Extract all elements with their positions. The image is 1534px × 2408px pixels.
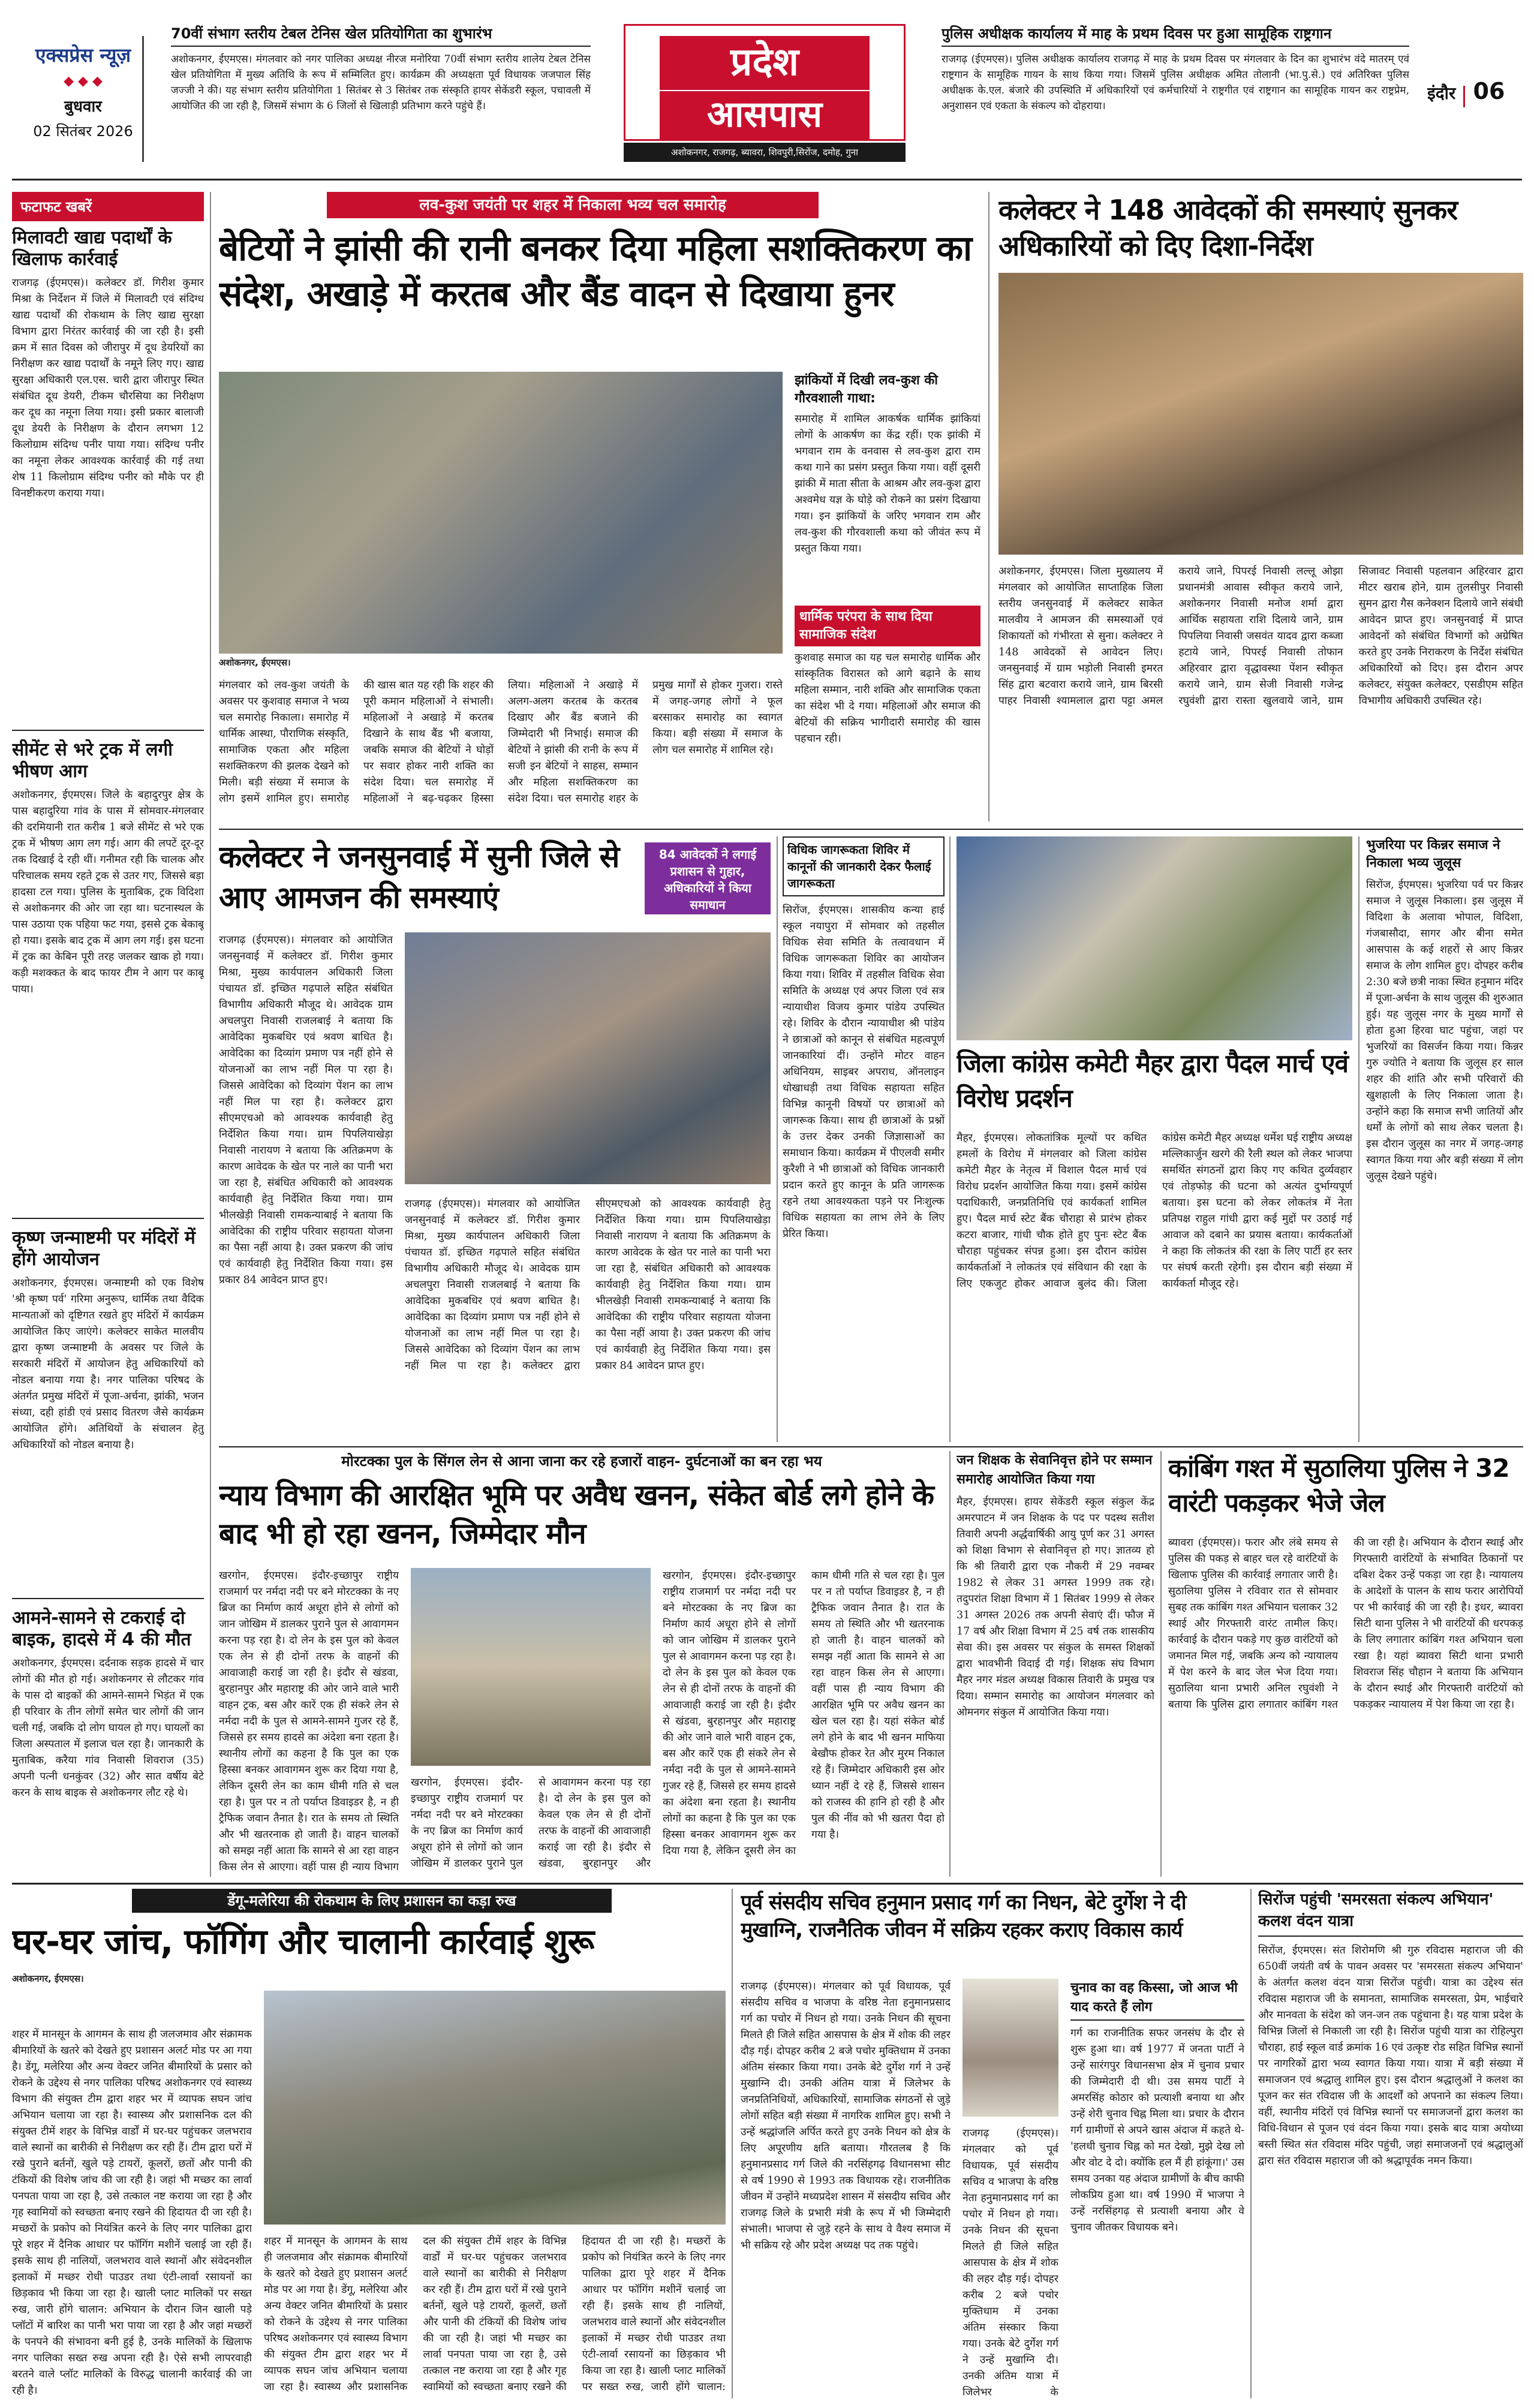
teacher-divider (1160, 1451, 1162, 1877)
lead-box-2-body: कुशवाह समाज का यह चल समारोह धार्मिक और सांस्कृतिक विरासत को आगे बढ़ाने के साथ महिला सम्मान, नारी शक्ति और सामाजिक एकता का संदेश भी दे गया। महिलाओं और समाज की बेटियों की सक्रिय भागीदारी समारोह की खास पहचान रही। (795, 652, 980, 745)
sidebar-item (12, 227, 204, 731)
page-divider (1463, 86, 1465, 107)
collector-photo (405, 932, 771, 1184)
obituary-box (1070, 1979, 1244, 2398)
sironj-body: सिरोंज, ईएमएस। संत शिरोमणि श्री गुरु रविदास महाराज जी की 650वीं जयंती वर्ष के पावन अवसर पर 'समरसता संकल्प अभियान' के अंतर्गत कलश वंदन यात्रा सिरोंज पहुंची। यात्रा का उद्देश्य संत रविदास महाराज जी के समानता, सामाजिक समरसता, प्रेम, भाईचारे और मानवता के संदेश को जन-जन तक पहुंचाना है। यह यात्रा प्रदेश के विभिन्न जिलों से निकाली जा रही है। सिरोंज पहुंची यात्रा का रोहिल्पुरा चौराहा, हाई स्कूल वार्ड क्रमांक 16 एवं उत्कृष्ट रोड सहित विभिन्न स्थानों पर नागरिकों द्वारा भव्य स्वागत किया गया। यात्रा में बड़ी संख्या में समाजजन एवं श्रद्धालु शामिल हुए। इस दौरान श्रद्धालुओं ने कलश का पूजन कर संत रविदास जी के आदर्शों को अपनाने का संकल्प लिया। वहीं, स्थानीय मंदिरों एवं विभिन्न स्थानों पर समाजजनों द्वारा कलश का विधि-विधान से पूजन एवं वंदन किया गया। इसके बाद यात्रा अयोध्या बस्ती स्थित संत रविदास मंदिर पहुंची, जहां समाजजनों एवं श्रद्धालुओं द्वारा संत रविदास महाराज जी को श्रद्धापूर्वक नमन किया। (1258, 1945, 1523, 2167)
obituary-box-head: चुनाव का वह किस्सा, जो आज भी याद करते हैं लोग (1070, 1979, 1244, 2021)
collector-body-left (219, 932, 393, 1424)
dengue-kicker: डेंगू-मलेरिया की रोकथाम के लिए प्रशासन का कड़ा रुख (132, 1889, 612, 1913)
date-label: 02 सितंबर 2026 (33, 123, 133, 140)
paper-name-box (24, 36, 144, 162)
right-top-headline: कलेक्टर ने 148 आवेदकों की समस्याएं सुनकर अधिकारियों को दिए दिशा-निर्देश (998, 194, 1458, 262)
teacher-headline: जन शिक्षक के सेवानिवृत्त होने पर सम्मान समारोह आयोजित किया गया (957, 1453, 1153, 1487)
section-title-top: प्रदेश (660, 36, 870, 90)
obituary-body-left (741, 1979, 951, 2398)
obituary-portrait (962, 1979, 1058, 2117)
sidebar-item-headline: आमने-सामने से टकराई दो बाइक, हादसे में 4 की मौत (12, 1608, 191, 1650)
row1-rule (219, 829, 1523, 830)
dengue-photo-caption: अशोकनगर, ईएमएस। (12, 1973, 84, 1984)
sidebar-item-body: अशोकनगर, ईएमएस। जन्माष्टमी को एक विशेष 'श्री कृष्ण पर्व' गरिमा अनुरूप, धार्मिक तथा वैदिक मान्यताओं को दृष्टिगत रखते हुए मंदिरों में कार्यक्रम आयोजित किए जाएंगे। कलेक्टर साकेत मालवीय द्वारा कृष्ण जन्माष्टमी के अवसर पर जिले के सरकारी मंदिरों में आयोजन हेतु अधिकारियों को नोडल बनाया गया है। नगर पालिका परिषद के अंतर्गत प्रमुख मंदिरों में पूजा-अर्चना, झांकी, भजन संध्या, दही हांडी एवं प्रसाद वितरण जैसे कार्यक्रम आयोजित होंगे। अतिथियों के संचालन हेतु अधिकारियों को नोडल बनाया है। (12, 1277, 204, 1451)
collector-story (219, 836, 771, 1442)
collector-body-cont: राजगढ़ (ईएमएस)। मंगलवार को आयोजित जनसुनवाई में कलेक्टर डॉ. गिरीश कुमार मिश्रा, मुख्य कार्यपालन अधिकारी जिला पंचायत डॉ. इच्छित गढ़पाले सहित संबंधित विभागीय अधिकारी मौजूद थे। आवेदक ग्राम अचलपुरा निवासी राजलबाई ने बताया कि आवेदिका मुकबधिर एवं श्रवण बाधित है। आवेदिका का दिव्यांग प्रमाण पत्र नहीं होने से योजनाओं का लाभ नहीं मिल पा रहा है। जिससे आवेदिका को दिव्यांग पेंशन का लाभ नहीं मिल पा रहा है। कलेक्टर द्वारा सीएमएचओ को आवश्यक कार्यवाही हेतु निर्देशित किया गया। ग्राम पिपलियाखेड़ा निवासी नारायण ने बताया कि अतिक्रमण के कारण आवेदक के खेत पर नाले का पानी भरा जा रहा है, संबंधित अधिकारी को आवश्यक कार्यवाही हेतु निर्देशित किया गया। ग्राम भीलखेड़ी निवासी रामकन्याबाई ने बताया कि आवेदिका की राष्ट्रीय परिवार सहायता योजना का पैसा नहीं आया है। उक्त प्रकरण की जांच एवं कार्यवाही हेतु निर्देशित किया गया। इस प्रकार 84 आवेदन प्राप्त हुए। (405, 1198, 771, 1372)
sidebar-label: फटाफट खबरें (12, 192, 204, 221)
sidebar-item-headline: कृष्ण जन्माष्टमी पर मंदिरों में होंगे आयोजन (12, 1227, 195, 1270)
row2-rule (219, 1446, 1523, 1447)
lead-box-1 (795, 372, 980, 600)
mining-story (219, 1451, 945, 1877)
top-right-headline: पुलिस अधीक्षक कार्यालय में माह के प्रथम दिवस पर हुआ सामूहिक राष्ट्रगान (942, 24, 1409, 47)
sironj-headline: सिरोंज पहुंची 'समरसता संकल्प अभियान' कलश वंदन यात्रा (1258, 1889, 1523, 1937)
right-top-photo (998, 273, 1523, 555)
mining-body-lower (411, 1775, 651, 1877)
congress-headline: जिला कांग्रेस कमेटी मैहर द्वारा पैदल मार्च एवं विरोध प्रदर्शन (957, 1049, 1348, 1113)
congress-photo (957, 836, 1352, 1040)
combing-body: ब्यावरा (ईएमएस)। फरार और लंबे समय से पुलिस की पकड़ से बाहर चल रहे वारंटियों के खिलाफ पुलिस की कार्रवाई लगातार जारी है। सुठालिया पुलिस ने रविवार रात से सोमवार सुबह तक कांबिंग गश्त अभियान चलाकर 32 स्थाई और गिरफ्तारी वारंट तामील किए। कार्रवाई के दौरान पकड़े गए कुछ वारंटियों को जमानत मिल गई, जबकि अन्य को न्यायालय में पेश करने के बाद जेल भेज दिया गया। सुठालिया थाना प्रभारी अनिल रघुवंशी ने बताया कि पुलिस द्वारा लगातार कांबिंग गश्त की जा रही है। अभियान के दौरान स्थाई और गिरफ्तारी वारंटियों के संभावित ठिकानों पर दबिश देकर उन्हें पकड़ा जा रहा है। न्यायालय के आदेशों के पालन के साथ फरार आरोपियों पर भी कार्रवाई की जा रही है। इधर, ब्यावरा सिटी थाना पुलिस ने भी वारंटियों की धरपकड़ के लिए लगातार कांबिंग गश्त अभियान चला रखा है। यहां ब्यावरा सिटी थाना प्रभारी शिवराज सिंह चौहान ने बताया कि अभियान के दौरान स्थाई और गिरफ्तारी वारंटियों को पकड़कर न्यायालय में पेश किया जा रहा है। (1168, 1537, 1523, 1711)
obituary-divider (1250, 1889, 1252, 2398)
sidebar-item-headline: मिलावटी खाद्य पदार्थों के खिलाफ कार्रवाई (12, 227, 172, 270)
dengue-story (12, 1889, 726, 2398)
collector-body: राजगढ़ (ईएमएस)। मंगलवार को आयोजित जनसुनवाई में कलेक्टर डॉ. गिरीश कुमार मिश्रा, मुख्य कार्यपालन अधिकारी जिला पंचायत डॉ. इच्छित गढ़पाले सहित संबंधित विभागीय अधिकारी मौजूद थे। आवेदक ग्राम अचलपुरा निवासी राजलबाई ने बताया कि आवेदिका मुकबधिर एवं श्रवण बाधित है। आवेदिका का दिव्यांग प्रमाण पत्र नहीं होने से योजनाओं का लाभ नहीं मिल पा रहा है। जिससे आवेदिका को दिव्यांग पेंशन का लाभ नहीं मिल पा रहा है। कलेक्टर द्वारा सीएमएचओ को आवश्यक कार्यवाही हेतु निर्देशित किया गया। ग्राम पिपलियाखेड़ा निवासी नारायण ने बताया कि अतिक्रमण के कारण आवेदक के खेत पर नाले का पानी भरा जा रहा है, संबंधित अधिकारी को आवश्यक कार्यवाही हेतु निर्देशित किया गया। ग्राम भीलखेड़ी निवासी रामकन्याबाई ने बताया कि आवेदिका की राष्ट्रीय परिवार सहायता योजना का पैसा नहीं आया है। उक्त प्रकरण की जांच एवं कार्यवाही हेतु निर्देशित किया गया। इस प्रकार 84 आवेदन प्राप्त हुए। (219, 934, 393, 1286)
lead-body: मंगलवार को लव-कुश जयंती के अवसर पर कुशवाह समाज ने भव्य चल समारोह निकाला। समारोह में धार्मिक आस्था, पौराणिक संस्कृति, सामाजिक एकता और महिला सशक्तिकरण की झलक देखने को मिली। बड़ी संख्या में समाज के लोग इसमें शामिल हुए। समारोह की खास बात यह रही कि शहर की पूरी कमान महिलाओं ने संभाली। महिलाओं ने अखाड़े में करतब दिखाने के साथ बैंड भी बजाया, जबकि समाज की बेटियों ने घोड़ों पर सवार होकर नारी शक्ति का संदेश दिया। चल समारोह में महिलाओं ने बढ़-चढ़कर हिस्सा लिया। महिलाओं ने अखाड़े में अलग-अलग करतब के करतब दिखाए और बैंड बजाने की जिम्मेदारी भी निभाई। समाज की बेटियों ने झांसी की रानी के रूप में सजी इन बेटियों ने साहस, सम्मान और महिला सशक्तिकरण का संदेश दिया। चल समारोह शहर के प्रमुख मार्गों से होकर गुजरा। रास्ते में जगह-जगह लोगों ने फूल बरसाकर समारोह का स्वागत किया। बड़ी संख्या में समाज के लोग चल समारोह में शामिल रहे। (219, 679, 783, 805)
kinnar-body: सिरोंज, ईएमएस। भुजरिया पर्व पर किन्नर समाज ने जुलूस निकाला। इस जुलूस में विदिशा के अलावा भोपाल, विदिशा, गंजबासौदा, सागर और बीना समेत आसपास के कई शहरों से आए किन्नर समाज के लोग शामिल हुए। दोपहर करीब 2:30 बजे छत्री नाका स्थित हनुमान मंदिर में पूजा-अर्चना के साथ जुलूस की शुरुआत हुई। यह जुलूस नगर के मुख्य मार्गों से होता हुआ हिरवा घाट पहुंचा, जहां पर भुजरियों का विसर्जन किया गया। किन्नर गुरु ज्योति ने बताया कि जुलूस हर साल शहर की शांति और सभी परिवारों की खुशहाली के लिए निकाला जाता है। उन्होंने कहा कि समाज सभी जातियों और धर्मों के लोगों को साथ लेकर चलता है। इस दौरान जुलूस का नगर में जगह-जगह स्वागत किया गया और बड़ी संख्या में लोग जुलूस देखने पहुंचे। (1366, 879, 1523, 1182)
right-top-story (998, 192, 1523, 821)
legal-headline: विधिक जागरूकता शिविर में कानूनों की जानकारी देकर फैलाई जागरूकता (783, 836, 945, 896)
sidebar-item (12, 739, 204, 1219)
section-nameplate (624, 24, 906, 162)
lead-box-2-head: धार्मिक परंपरा के साथ दिया सामाजिक संदेश (795, 606, 980, 646)
mining-body-right (663, 1568, 945, 1877)
lead-box-1-body: समारोह में शामिल आकर्षक धार्मिक झांकियां लोगों के आकर्षण का केंद्र रहीं। एक झांकी में भगवान राम के वनवास से लव-कुश द्वारा राम कथा गाने का प्रसंग प्रस्तुत किया गया। वहीं दूसरी झांकी में माता सीता के आश्रम और लव-कुश द्वारा अश्वमेध यज्ञ के घोड़े को रोकने का प्रसंग दिखाया गया। इन झांकियों के जरिए भगवान राम और लव-कुश की गौरवशाली कथा को जीवंत रूप में प्रस्तुत किया गया। (795, 413, 980, 555)
dengue-divider (732, 1889, 733, 2398)
section-cities: अशोकनगर, राजगढ़, ब्यावरा, शिवपुरी,सिरोंज, दमोह, गुना (624, 143, 906, 162)
mining-body-cont2: खरगोन, ईएमएस। इंदौर-इच्छापुर राष्ट्रीय राजमार्ग पर नर्मदा नदी पर बने मोरटक्का के नए ब्रिज का निर्माण कार्य अधूरा होने से लोगों को जान जोखिम में डालकर पुराने पुल से आवागमन करना पड़ रहा है। दो लेन के इस पुल को केवल एक लेन से ही दोनों तरफ के वाहनों की आवाजाही कराई जा रही है। इंदौर से खंडवा, बुरहानपुर और महाराष्ट्र की ओर जाने वाले भारी वाहन ट्रक, बस और कारें एक ही संकरे लेन से नर्मदा नदी के पुल से आमने-सामने गुजर रहे हैं, जिससे हर समय हादसे का अंदेशा बना रहता है। स्थानीय लोगों का कहना है कि पुल का एक हिस्सा बनकर आवागमन शुरू कर दिया गया है, लेकिन दूसरी लेन का काम धीमी गति से चल रहा है। पुल पर न तो पर्याप्त डिवाइडर है, न ही ट्रैफिक जवान तैनात है। रात के समय तो स्थिति और भी खतरनाक हो जाती है। वाहन चालकों को समझ नहीं आता कि सामने से आ रहा वाहन किस लेन से आएगा। वहीं पास ही न्याय विभाग की आरक्षित भूमि पर अवैध खनन का खेल चल रहा है। यहां संकेत बोर्ड लगे होने के बाद भी खनन माफिया बेखौफ होकर रेत और मुरम निकाल रहे हैं। जिम्मेदार अधिकारी इस ओर ध्यान नहीं दे रहे हैं, जिससे शासन को राजस्व की हानि हो रही है और पुल की नींव को भी खतरा पैदा हो गया है। (663, 1570, 945, 1857)
mining-body-col1 (219, 1568, 399, 1877)
diamond-ornament: ◆ ◆ ◆ (64, 74, 103, 89)
collector-body-lower (405, 1196, 771, 1424)
masthead (0, 0, 1534, 180)
section-title-bottom: आसपास (660, 91, 870, 139)
mining-headline: न्याय विभाग की आरक्षित भूमि पर अवैध खनन, संकेत बोर्ड लगे होने के बाद भी हो रहा खनन, जिम्मेदार मौन (219, 1479, 934, 1551)
sidebar-divider (210, 192, 211, 1877)
sidebar-item-body: अशोकनगर, ईएमएस। दर्दनाक सड़क हादसे में चार लोगों की मौत हो गई। अशोकनगर से लौटकर गांव के पास दो बाइकों की आमने-सामने भिड़ंत में एक ही परिवार के तीन लोगों समेत चार लोगों की जान चली गई, जबकि दो लोग घायल हो गए। घायलों का जिला अस्पताल में इलाज चल रहा है। जानकारी के मुताबिक, करैया गांव निवासी शिवराज (35) अपनी पत्नी धनकुंवर (32) और सात वर्षीय बेटे करन के साथ बाइक से अशोकनगर लौट रहे थे। (12, 1657, 204, 1799)
top-left-story (171, 24, 591, 168)
collector-headline: कलेक्टर ने जनसुनवाई में सुनी जिले से आए आमजन की समस्याएं (219, 839, 619, 915)
congress-story (957, 836, 1352, 1442)
top-right-story (942, 24, 1409, 168)
paper-name: एक्सप्रेस न्यूज़ (35, 44, 131, 67)
page-number-box (1427, 78, 1523, 114)
obituary-body-mid (962, 2126, 1058, 2398)
dengue-photo (264, 1991, 726, 2225)
obituary-story (741, 1889, 1244, 2398)
sidebar (12, 192, 204, 1877)
row3-rule (12, 1883, 1523, 1885)
city-label: इंदौर (1427, 83, 1456, 103)
dengue-headline: घर-घर जांच, फॉगिंग और चालानी कार्रवाई शुरू (12, 1921, 594, 1962)
teacher-body: मैहर, ईएमएस। हायर सेकेंडरी स्कूल संकुल केंद्र अमरपाटन में जन शिक्षक के पद पर पदस्थ सतीश तिवारी अपनी अर्द्धवार्षिकी आयु पूर्ण कर 31 अगस्त को शिक्षा विभाग से सेवानिवृत्त हो गए। ज्ञातव्य हो कि श्री तिवारी द्वारा एक नौकरी में 29 नवम्बर 1982 से लेकर 31 अगस्त 1999 तक रहे। तदुपरांत शिक्षा विभाग में 1 सितंबर 1999 से लेकर 31 अगस्त 2026 तक अपनी सेवाएं दीं। फौज में 17 वर्ष और शिक्षा विभाग में 25 वर्ष तक शासकीय सेवा की। इस अवसर पर संकुल के समस्त शिक्षकों द्वारा भावभीनी विदाई दी गई। शिक्षक संघ विभाग मैहर नगर मंडल अध्यक्ष विकास तिवारी के प्रमुख पत्र दिया। सम्मान समारोह का आयोजन मंगलवार को ओमनगर संकुल में आयोजित किया गया। (957, 1496, 1154, 1718)
collector-divider (777, 836, 778, 1442)
top-left-body: अशोकनगर, ईएमएस। मंगलवार को नगर पालिका अध्यक्ष नीरज मनोरिया 70वीं संभाग स्तरीय शालेय टेबल टेनिस खेल प्रतियोगिता में मुख्य अतिथि के रूप में सम्मिलित हुए। कार्यक्रम की अध्यक्षता पूर्व विधायक जजपाल सिंह जज्जी ने की। यह संभाग स्तरीय प्रतियोगिता 1 सितंबर से 3 सितंबर तक संस्कृति हायर सेकेंडरी स्कूल, पचावली में आयोजित की जा रही है, जिसमें संभाग के 6 जिलों से खिलाड़ी प्रतिभाग करने पहुंचे हैं। (171, 53, 591, 112)
kinnar-story (1366, 836, 1523, 1442)
teacher-story (957, 1451, 1154, 1877)
lead-headline: बेटियों ने झांसी की रानी बनकर दिया महिला सशक्तिकरण का संदेश, अखाड़े में करतब और बैंड वादन से दिखाया हुनर (219, 228, 972, 314)
combing-headline: कांबिंग गश्त में सुठालिया पुलिस ने 32 वारंटी पकड़कर भेजे जेल (1168, 1453, 1509, 1518)
top-right-body: राजगढ़ (ईएमएस)। पुलिस अधीक्षक कार्यालय राजगढ़ में माह के प्रथम दिवस पर मंगलवार के दिन का शुभारंभ वंदे मातरम् एवं राष्ट्रगान के सामूहिक गायन के साथ किया गया। जिसमें पुलिस अधीक्षक अमित तोलानी (भा.पु.से.) एवं अतिरिक्त पुलिस अधीक्षक के.एल. बंजारे की उपस्थिति में अधिकारियों एवं कर्मचारियों ने राष्ट्रगीत एवं राष्ट्रगान का सामूहिक गायन कर राष्ट्रप्रेम, अनुशासन एवं एकता के संकल्प को दोहराया। (942, 53, 1409, 112)
right-top-body: अशोकनगर, ईएमएस। जिला मुख्यालय में मंगलवार को आयोजित साप्ताहिक जिला स्तरीय जनसुनवाई में कलेक्टर साकेत मालवीय ने आमजन की समस्याओं एवं शिकायतों को गंभीरता से सुना। कलेक्टर ने 148 आवेदकों से आवेदन लिए। जनसुनवाई में ग्राम भड़ोली निवासी इमरत सिंह द्वारा बटवारा कराये जाने, ग्राम बिरसी पाहर निवासी श्यामलाल द्वारा पट्टा अमल कराये जाने, पिपरई निवासी लल्लू ओझा प्रधानमंत्री आवास स्वीकृत कराये जाने, अशोकनगर निवासी मनोज शर्मा द्वारा आर्थिक सहायता राशि दिलाये जाने, ग्राम पिपलिया निवासी जसवंत यादव द्वारा कब्जा हटाये जाने, पिपरई निवासी तोफान अहिरवार द्वारा वृद्धावस्था पेंशन स्वीकृत कराये जाने, ग्राम सेजी निवासी गजेन्द्र रघुवंशी द्वारा रास्ता खुलवाये जाने, ग्राम सिजावट निवासी पहलवान अहिरवार द्वारा मीटर खराब होने, ग्राम तुलसीपुर निवासी सुमन द्वारा गैस कनेक्शन दिलाये जाने संबंधी आवेदन प्राप्त हुए। जनसुनवाई में प्राप्त आवेदनों को संबंधित विभागों को अग्रेषित करते हुए उनके निराकरण के निर्देश संबंधित अधिकारियों को दिए। इस दौरान अपर कलेक्टर, संयुक्त कलेक्टर, एसडीएम सहित विभागीय अधिकारी उपस्थित रहे। (998, 565, 1523, 707)
top-left-headline: 70वीं संभाग स्तरीय टेबल टेनिस खेल प्रतियोगिता का शुभारंभ (171, 24, 591, 47)
day-label: बुधवार (64, 98, 102, 116)
sidebar-item-body: राजगढ़ (ईएमएस)। कलेक्टर डॉ. गिरीश कुमार मिश्रा के निर्देशन में जिले में मिलावटी एवं संदिग्ध खाद्य पदार्थों की रोकथाम के लिए खाद्य सुरक्षा विभाग द्वारा निरंतर कार्रवाई की जा रही है। इसी क्रम में सात दिवस को जीरापुर में दूध डेयरियों का निरीक्षण कर खाद्य पदार्थों के नमूने लिए गए। खाद्य सुरक्षा अधिकारी एल.एस. चारी द्वारा जीरापुर स्थित संबंधित दूध डेयरी, टीकम चौरसिया का निरीक्षण कर दूध का नमूना लिया गया। इसी प्रकार बालाजी दूध डेयरी के निरीक्षण के दौरान लगभग 12 किलोग्राम संदिग्ध पनीर पाया गया। संदिग्ध पनीर का नमूना लेकर आवश्यक कार्रवाई की गई तथा शेष 11 किलोग्राम संदिग्ध पनीर को मौके पर ही विनष्टीकरण कराया गया। (12, 277, 204, 499)
mining-kicker: मोरटक्का पुल के सिंगल लेन से आना जाना कर रहे हजारों वाहन- दुर्घटनाओं का बन रहा भय (341, 1453, 822, 1470)
mining-photo (411, 1568, 651, 1766)
dengue-body: शहर में मानसून के आगमन के साथ ही जलजमाव और संक्रामक बीमारियों के खतरे को देखते हुए प्रशासन अलर्ट मोड पर आ गया है। डेंगू, मलेरिया और अन्य वेक्टर जनित बीमारियों के प्रसार को रोकने के उद्देश्य से नगर पालिका परिषद अशोकनगर एवं स्वास्थ्य विभाग की संयुक्त टीम द्वारा शहर भर में व्यापक सघन जांच अभियान चलाया जा रहा है। स्वास्थ्य और प्रशासनिक दल की संयुक्त टीमें शहर के विभिन्न वार्डों में घर-घर पहुंचकर जलभराव वाले स्थानों का बारीकी से निरीक्षण कर रही हैं। टीम द्वारा घरों में रखे पुराने बर्तनों, खुले पड़े टायरों, कूलरों, छतों और पानी की टंकियों की विशेष जांच की जा रही है। जहां भी मच्छर का लार्वा पनपता पाया जा रहा है, उसे तत्काल नष्ट कराया जा रहा है और गृह स्वामियों को स्वच्छता बनाए रखने की हिदायत दी जा रही है। मच्छरों के प्रकोप को नियंत्रित करने के लिए नगर पालिका द्वारा पूरे शहर में दैनिक आधार पर फॉगिंग मशीनें चलाई जा रही हैं। इसके साथ ही नालियों, जलभराव वाले स्थानों और संवेदनशील इलाकों में मच्छर रोधी पाउडर तथा एंटी-लार्वा रसायनों का छिड़काव भी किया जा रहा है। खाली प्लाट मालिकों पर सख्त रुख, जारी होंगे चालान: अभियान के दौरान जिन खाली पड़े प्लॉटों में बारिश का पानी भरा पाया जा रहा है और जहां मच्छरों के पनपने की संभावना बनी हुई है, उनके मालिकों के खिलाफ नगर पालिका सख्त रुख अपना रही है। ऐसे सभी लापरवाही बरतने वाले प्लॉट मालिकों के विरुद्ध चालानी कार्रवाई की जा रही है। (12, 2028, 252, 2397)
congress-body: मैहर, ईएमएस। लोकतांत्रिक मूल्यों पर कथित हमलों के विरोध में मंगलवार को जिला कांग्रेस कमेटी मैहर के नेतृत्व में विशाल पैदल मार्च एवं विरोध प्रदर्शन आयोजित किया गया। इसमें कांग्रेस पदाधिकारी, जनप्रतिनिधि एवं कार्यकर्ता शामिल हुए। पैदल मार्च स्टेट बैंक चौराहा से प्रारंभ होकर कटरा बाजार, गांधी चौक होते हुए पुनः स्टेट बैंक चौराहा पहुंचकर संपन्न हुआ। इस दौरान कांग्रेस कार्यकर्ताओं ने लोकतंत्र एवं संविधान की रक्षा के लिए एकजुट होकर आवाज बुलंद की। जिला कांग्रेस कमेटी मैहर अध्यक्ष धर्मेश घई राष्ट्रीय अध्यक्ष मल्लिकार्जुन खरगे की रैली स्थल को लेकर भाजपा समर्थित संगठनों द्वारा किए गए कथित दुर्व्यवहार एवं तोड़फोड़ की घटना को अत्यंत दुर्भाग्यपूर्ण बताया। इस घटना को लेकर लोकतंत्र में नेता प्रतिपक्ष राहुल गांधी द्वारा कई मुद्दों पर उठाई गई आवाज को दबाने का प्रयास बताया। कार्यकर्ताओं ने कहा कि लोकतंत्र की रक्षा के लिए पार्टी हर स्तर पर संघर्ष करती रहेगी। इस दौरान बड़ी संख्या में कार्यकर्ता मौजूद रहे। (957, 1132, 1352, 1290)
sidebar-item (12, 1608, 204, 1877)
legal-story (783, 836, 945, 1442)
obituary-body-cont: राजगढ़ (ईएमएस)। मंगलवार को पूर्व विधायक, पूर्व संसदीय सचिव व भाजपा के वरिष्ठ नेता हनुमानप्रसाद गर्ग का पचोर में निधन हो गया। उनके निधन की सूचना मिलते ही जिले सहित आसपास के क्षेत्र में शोक की लहर दौड़ गई। दोपहर करीब 2 बजे पचोर मुक्तिधाम में उनका अंतिम संस्कार किया गया। उनके बेटे दुर्गेश गर्ग ने उन्हें मुखाग्नि दी। उनकी अंतिम यात्रा में जिलेभर के (962, 2127, 1058, 2398)
sidebar-item-headline: सीमेंट से भरे ट्रक में लगी भीषण आग (12, 739, 173, 782)
lead-story (219, 192, 980, 821)
kinnar-headline: भुजरिया पर किन्नर समाज ने निकाला भव्य जुलूस (1366, 838, 1500, 871)
sidebar-item-body: अशोकनगर, ईएमएस। जिले के बहादुरपुर क्षेत्र के पास बहादुरिया गांव के पास में सोमवार-मंगलवार की दरमियानी रात करीब 1 बजे सीमेंट से भरे एक ट्रक में भीषण आग लग गई। आग की लपटें दूर-दूर तक दिखाई दे रही थीं। गनीमत रही कि चालक और परिचालक समय रहते ट्रक से उतर गए, जिससे बड़ा हादसा टल गया। पुलिस के मुताबिक, ट्रक विदिशा से अशोकनगर की ओर जा रहा था। घटनास्थल के पास उठाया एक पहिया फट गया, इससे ट्रक बेकाबू हो गया। इसके बाद ट्रक में आग लग गई। इस घटना में ट्रक का केबिन पूरी तरह जलकर खाक हो गया। कड़ी मशक्कत के बाद फायर टीम ने आग पर काबू पाया। (12, 789, 204, 995)
lead-divider (988, 192, 989, 821)
lead-box-1-head: झांकियों में दिखी लव-कुश की गौरवशाली गाथा: (795, 373, 938, 406)
lead-kicker: लव-कुश जयंती पर शहर में निकाला भव्य चल समारोह (327, 192, 819, 218)
legal-body: सिरोंज, ईएमएस। शासकीय कन्या हाई स्कूल नयापुरा में सोमवार को तहसील विधिक सेवा समिति के तत्वावधान में विधिक जागरूकता शिविर का आयोजन किया गया। शिविर में तहसील विधिक सेवा समिति के अध्यक्ष एवं अपर जिला एवं सत्र न्यायाधीश विजय कुमार पांडेय उपस्थित रहे। शिविर के दौरान न्यायाधीश श्री पांडेय ने छात्राओं को कानून से संबंधित महत्वपूर्ण जानकारियां दीं। उन्होंने मोटर वाहन अधिनियम, साइबर अपराध, ऑनलाइन धोखाधड़ी तथा विधिक सहायता सहित विभिन्न कानूनी विषयों पर छात्राओं को जागरूक किया। साथ ही छात्राओं के प्रश्नों के उत्तर देकर उनकी जिज्ञासाओं का समाधान किया। कार्यक्रम में पीएलवी समीर कुरैशी ने भी छात्राओं को विधिक जानकारी प्रदान करते हुए कानून के प्रति जागरूक रहने तथा आवश्यकता पड़ने पर निःशुल्क विधिक सहायता का लाभ लेने के लिए प्रेरित किया। (783, 904, 945, 1240)
sidebar-item (12, 1227, 204, 1599)
obituary-box-body: गर्ग का राजनीतिक सफर जनसंघ के दौर से शुरू हुआ था। वर्ष 1977 में जनता पार्टी ने उन्हें सारंगपुर विधानसभा क्षेत्र में चुनाव प्रचार की जिम्मेदारी दी थी। उस समय पार्टी ने अमरसिंह कोठार को प्रत्याशी बनाया था और उन्हें शेरी चुनाव चिह्न मिला था। प्रचार के दौरान गर्ग ग्रामीणों से अपने खास अंदाज में कहते थे- 'हलधी चुनाव चिह्न को मत देखो, मुझे देख लो और वोट दे दो। क्योंकि हल मैं ही हांकूंगा।' उस समय उनका यह अंदाज ग्रामीणों के बीच काफी लोकप्रिय हुआ था। वर्ष 1990 में भाजपा ने उन्हें नरसिंहगढ़ से प्रत्याशी बनाया और वे चुनाव जीतकर विधायक बने। (1070, 2027, 1244, 2234)
mining-body: खरगोन, ईएमएस। इंदौर-इच्छापुर राष्ट्रीय राजमार्ग पर नर्मदा नदी पर बने मोरटक्का के नए ब्रिज का निर्माण कार्य अधूरा होने से लोगों को जान जोखिम में डालकर पुराने पुल से आवागमन करना पड़ रहा है। दो लेन के इस पुल को केवल एक लेन से ही दोनों तरफ के वाहनों की आवाजाही कराई जा रही है। इंदौर से खंडवा, बुरहानपुर और महाराष्ट्र की ओर जाने वाले भारी वाहन ट्रक, बस और कारें एक ही संकरे लेन से नर्मदा नदी के पुल से आमने-सामने गुजर रहे हैं, जिससे हर समय हादसे का अंदेशा बना रहता है। स्थानीय लोगों का कहना है कि पुल का एक हिस्सा बनकर आवागमन शुरू कर दिया गया है, लेकिन दूसरी लेन का काम धीमी गति से चल रहा है। पुल पर न तो पर्याप्त डिवाइडर है, न ही ट्रैफिक जवान तैनात है। रात के समय तो स्थिति और भी खतरनाक हो जाती है। वाहन चालकों को समझ नहीं आता कि सामने से आ रहा वाहन किस लेन से आएगा। वहीं पास ही न्याय विभाग (219, 1570, 399, 1873)
congress-divider (1358, 836, 1359, 1442)
masthead-rule (12, 179, 1522, 180)
dengue-body-cont: शहर में मानसून के आगमन के साथ ही जलजमाव और संक्रामक बीमारियों के खतरे को देखते हुए प्रशासन अलर्ट मोड पर आ गया है। डेंगू, मलेरिया और अन्य वेक्टर जनित बीमारियों के प्रसार को रोकने के उद्देश्य से नगर पालिका परिषद अशोकनगर एवं स्वास्थ्य विभाग की संयुक्त टीम द्वारा शहर भर में व्यापक सघन जांच अभियान चलाया जा रहा है। स्वास्थ्य और प्रशासनिक दल की संयुक्त टीमें शहर के विभिन्न वार्डों में घर-घर पहुंचकर जलभराव वाले स्थानों का बारीकी से निरीक्षण कर रही हैं। टीम द्वारा घरों में रखे पुराने बर्तनों, खुले पड़े टायरों, कूलरों, छतों और पानी की टंकियों की विशेष जांच की जा रही है। जहां भी मच्छर का लार्वा पनपता पाया जा रहा है, उसे तत्काल नष्ट कराया जा रहा है और गृह स्वामियों को स्वच्छता बनाए रखने की हिदायत दी जा रही है। मच्छरों के प्रकोप को नियंत्रित करने के लिए नगर पालिका द्वारा पूरे शहर में दैनिक आधार पर फॉगिंग मशीनें चलाई जा रही हैं। इसके साथ ही नालियों, जलभराव वाले स्थानों और संवेदनशील इलाकों में मच्छर रोधी पाउडर तथा एंटी-लार्वा रसायनों का छिड़काव भी किया जा रहा है। खाली प्लाट मालिकों पर सख्त रुख, जारी होंगे चालान: (264, 2235, 726, 2393)
lead-box-2 (795, 606, 980, 821)
lead-photo-caption: अशोकनगर, ईएमएस। (219, 657, 291, 668)
legal-divider (949, 836, 951, 1442)
combing-story (1168, 1451, 1523, 1877)
dengue-body-left (12, 2027, 252, 2398)
mining-divider (949, 1451, 951, 1877)
page-number: 06 (1473, 78, 1505, 104)
collector-highlight: 84 आवेदकों ने लगाई प्रशासन से गुहार, अधिकारियों ने किया समाधान (645, 842, 771, 914)
lead-photo (219, 372, 783, 654)
sironj-story (1258, 1889, 1523, 2398)
obituary-headline: पूर्व संसदीय सचिव हनुमान प्रसाद गर्ग का निधन, बेटे दुर्गेश ने दी मुखाग्नि, राजनैतिक जीवन में सक्रिय रहकर कराए विकास कार्य (741, 1891, 1186, 1942)
obituary-body: राजगढ़ (ईएमएस)। मंगलवार को पूर्व विधायक, पूर्व संसदीय सचिव व भाजपा के वरिष्ठ नेता हनुमानप्रसाद गर्ग का पचोर में निधन हो गया। उनके निधन की सूचना मिलते ही जिले सहित आसपास के क्षेत्र में शोक की लहर दौड़ गई। दोपहर करीब 2 बजे पचोर मुक्तिधाम में उनका अंतिम संस्कार किया गया। उनके बेटे दुर्गेश गर्ग ने उन्हें मुखाग्नि दी। उनकी अंतिम यात्रा में जिलेभर के जनप्रतिनिधियों, अधिकारियों, सामाजिक संगठनों से जुड़े लोगों सहित बड़ी संख्या में नागरिक शामिल हुए। सभी ने उन्हें श्रद्धांजलि अर्पित करते हुए उनके निधन को क्षेत्र के लिए अपूरणीय क्षति बताया। गौरतलब है कि हनुमानप्रसाद गर्ग जिले की नरसिंहगढ़ विधानसभा सीट से वर्ष 1990 से 1993 तक विधायक रहे। राजनीतिक जीवन में उन्होंने मध्यप्रदेश शासन में संसदीय सचिव और राजगढ़ जिले के प्रभारी मंत्री के रूप में भी जिम्मेदारी संभाली। भाजपा से जुड़े रहने के साथ वे वैश्य समाज में भी सक्रिय रहे और प्रदेश अध्यक्ष पद तक पहुंचे। (741, 1980, 951, 2252)
dengue-body-lower (264, 2234, 726, 2398)
mining-body-cont: खरगोन, ईएमएस। इंदौर-इच्छापुर राष्ट्रीय राजमार्ग पर नर्मदा नदी पर बने मोरटक्का के नए ब्रिज का निर्माण कार्य अधूरा होने से लोगों को जान जोखिम में डालकर पुराने पुल से आवागमन करना पड़ रहा है। दो लेन के इस पुल को केवल एक लेन से ही दोनों तरफ के वाहनों की आवाजाही कराई जा रही है। इंदौर से खंडवा, बुरहानपुर और (411, 1777, 651, 1870)
